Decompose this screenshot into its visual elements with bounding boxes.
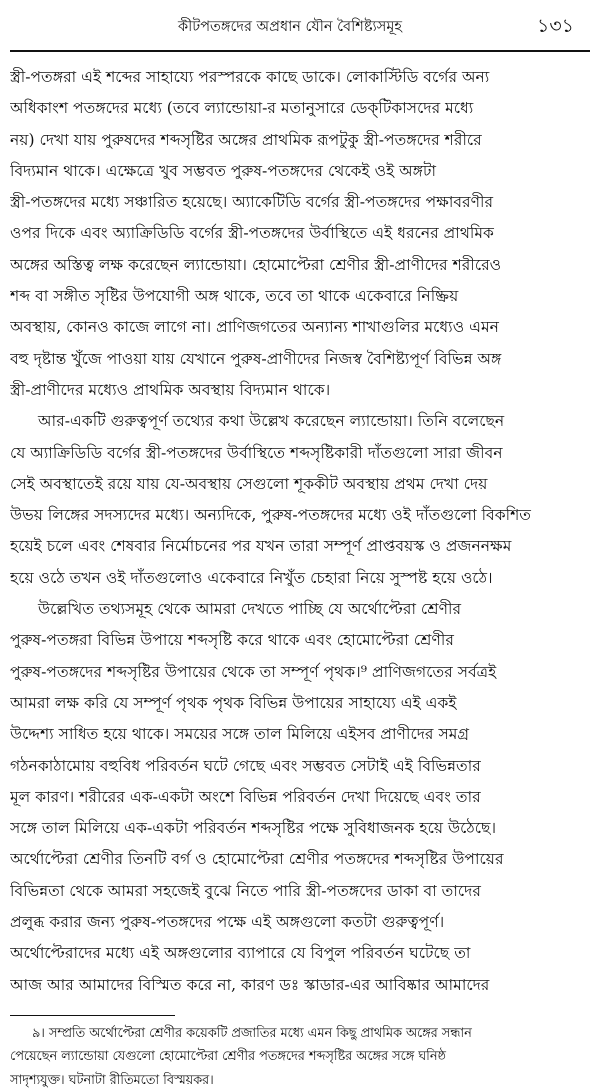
text-line: সঙ্গে তাল মিলিয়ে এক-একটা পরিবর্তন শব্দসৃষ্টির পক্ষে সুবিধাজনক হয়ে উঠেছে। (10, 819, 497, 838)
text-line: অধিকাংশ পতঙ্গদের মধ্যে (তবে ল্যান্ডোয়া-র মতানুসারে ডেক্‌টিকাসদের মধ্যে (10, 99, 474, 118)
footnote-line: ৯। সম্প্রতি অর্থোপ্টেরা শ্রেণীর কয়েকটি প্রজাতির মধ্যে এমন কিছু প্রাথমিক অঙ্গের সন্ধান (32, 1025, 472, 1041)
text-line: অর্থোপ্টেরা শ্রেণীর তিনটি বর্গ ও হোমোপ্টেরা শ্রেণীর পতঙ্গদের শব্দসৃষ্টির উপায়ের (10, 850, 504, 869)
text-line: বিভিন্নতা থেকে আমরা সহজেই বুঝে নিতে পারি স্ত্রী-পতঙ্গদের ডাকা বা তাদের (10, 881, 481, 900)
running-header-title: কীটপতঙ্গদের অপ্রধান যৌন বৈশিষ্ট্যসমূহ (178, 19, 402, 35)
text-line: বহু দৃষ্টান্ত খুঁজে পাওয়া যায় যেখানে পুরুষ-প্রাণীদের নিজস্ব বৈশিষ্ট্যপূর্ণ বিভিন্ন অঙ্গ (10, 349, 502, 368)
text-line: প্রলুব্ধ করার জন্য পুরুষ-পতঙ্গদের পক্ষে এই অঙ্গগুলো কতটা গুরুত্বপূর্ণ। (10, 913, 445, 932)
text-line: উদ্দেশ্য সাধিত হয়ে থাকে। সময়ের সঙ্গে তাল মিলিয়ে এইসব প্রাণীদের সমগ্র (10, 725, 470, 744)
text-line: যে অ্যাক্রিডিডি বর্গের স্ত্রী-পতঙ্গদের উর্বাস্থিতে শব্দসৃষ্টিকারী দাঁতগুলো সারা জীবন (10, 443, 503, 462)
footnote-line: পেয়েছেন ল্যান্ডোয়া যেগুলো হোমোপ্টেরা শ্রেণীর পতঙ্গদের শব্দসৃষ্টির অঙ্গের সঙ্গে ঘনিষ্ঠ (10, 1049, 446, 1065)
footnote-line: সাদৃশ্যযুক্ত। ঘটনাটা রীতিমতো বিস্ময়কর। (10, 1072, 214, 1088)
text-line: নয়) দেখা যায় পুরুষদের শব্দসৃষ্টির অঙ্গের প্রাথমিক রূপটুকু স্ত্রী-পতঙ্গদের শরীরে (10, 130, 482, 149)
text-line: হয়ে ওঠে তখন ওই দাঁতগুলোও একেবারে নিখুঁত চেহারা নিয়ে সুস্পষ্ট হয়ে ওঠে। (10, 568, 493, 587)
text-line: অর্থোপ্টেরাদের মধ্যে এই অঙ্গগুলোর ব্যাপারে যে বিপুল পরিবর্তন ঘটেছে তা (10, 944, 471, 963)
text-line: অবস্থায়, কোনও কাজে লাগে না। প্রাণিজগতের অন্যান্য শাখাগুলির মধ্যেও এমন (10, 318, 499, 337)
text-line: হয়েই চলে এবং শেষবার নির্মোচনের পর যখন তারা সম্পূর্ণ প্রাপ্তবয়স্ক ও প্রজননক্ষম (10, 537, 512, 556)
page-number: ১৩১ (536, 15, 574, 37)
text-line: উভয় লিঙ্গের সদস্যদের মধ্যে। অন্যদিকে, পুরুষ-পতঙ্গদের মধ্যে ওই দাঁতগুলো বিকশিত (10, 506, 532, 525)
paragraph-3 (10, 594, 590, 1001)
text-line: মূল কারণ। শরীরের এক-একটা অংশে বিভিন্ন পরিবর্তন দেখা দিয়েছে এবং তার (10, 787, 481, 806)
text-line: আমরা লক্ষ করি যে সম্পূর্ণ পৃথক পৃথক বিভিন্ন উপায়ের সাহায্যে এই একই (10, 693, 457, 712)
text-line: স্ত্রী-পতঙ্গরা এই শব্দের সাহায্যে পরস্পরকে কাছে ডাকে। লোকাস্টিডি বর্গের অন্য (10, 68, 490, 86)
body-text (10, 52, 590, 1001)
text-line: স্ত্রী-পতঙ্গদের মধ্যে সঞ্চারিত হয়েছে। অ্যাকেটিডি বর্গের স্ত্রী-পতঙ্গদের পক্ষাবরণীর (10, 193, 494, 212)
paragraph-1 (10, 62, 590, 406)
text-line: আর-একটি গুরুত্বপূর্ণ তথ্যের কথা উল্লেখ করেছেন ল্যান্ডোয়া। তিনি বলেছেন (38, 412, 505, 431)
text-line: অঙ্গের অস্তিত্ব লক্ষ করেছেন ল্যান্ডোয়া। হোমোপ্টেরা শ্রেণীর স্ত্রী-প্রাণীদের শরীরেও (10, 255, 502, 274)
text-line: পুরুষ-পতঙ্গরা বিভিন্ন উপায়ে শব্দসৃষ্টি করে থাকে এবং হোমোপ্টেরা শ্রেণীর (10, 631, 454, 650)
text-line: শব্দ বা সঙ্গীত সৃষ্টির উপযোগী অঙ্গ থাকে, তবে তা থাকে একেবারে নিষ্ক্রিয় (10, 287, 459, 306)
text-line: স্ত্রী-প্রাণীদের মধ্যেও প্রাথমিক অবস্থায় বিদ্যমান থাকে। (10, 380, 331, 399)
text-line: উল্লেখিত তথ্যসমূহ থেকে আমরা দেখতে পাচ্ছি যে অর্থোপ্টেরা শ্রেণীর (38, 600, 462, 619)
paragraph-2 (10, 406, 590, 594)
footnote (10, 1022, 590, 1092)
text-line: বিদ্যমান থাকে। এক্ষেত্রে খুব সম্ভবত পুরুষ-পতঙ্গদের থেকেই ওই অঙ্গটা (10, 161, 437, 180)
text-line: আজ আর আমাদের বিস্মিত করে না, কারণ ডঃ স্কাডার-এর আবিষ্কার আমাদের (10, 975, 490, 994)
text-line: ওপর দিকে এবং অ্যাক্রিডিডি বর্গের স্ত্রী-পতঙ্গদের উর্বাস্থিতে এই ধরনের প্রাথমিক (10, 224, 494, 243)
running-header (10, 10, 590, 52)
text-line: সেই অবস্থাতেই রয়ে যায় যে-অবস্থায় সেগুলো শূককীট অবস্থায় প্রথম দেখা দেয় (10, 474, 488, 493)
text-line: পুরুষ-পতঙ্গদের শব্দসৃষ্টির উপায়ের থেকে তা সম্পূর্ণ পৃথক।⁹ প্রাণিজগতের সর্বত্রই (10, 662, 497, 681)
footnote-divider (10, 1015, 175, 1016)
text-line: গঠনকাঠামোয় বহুবিধ পরিবর্তন ঘটে গেছে এবং সম্ভবত সেটাই এই বিভিন্নতার (10, 756, 481, 775)
